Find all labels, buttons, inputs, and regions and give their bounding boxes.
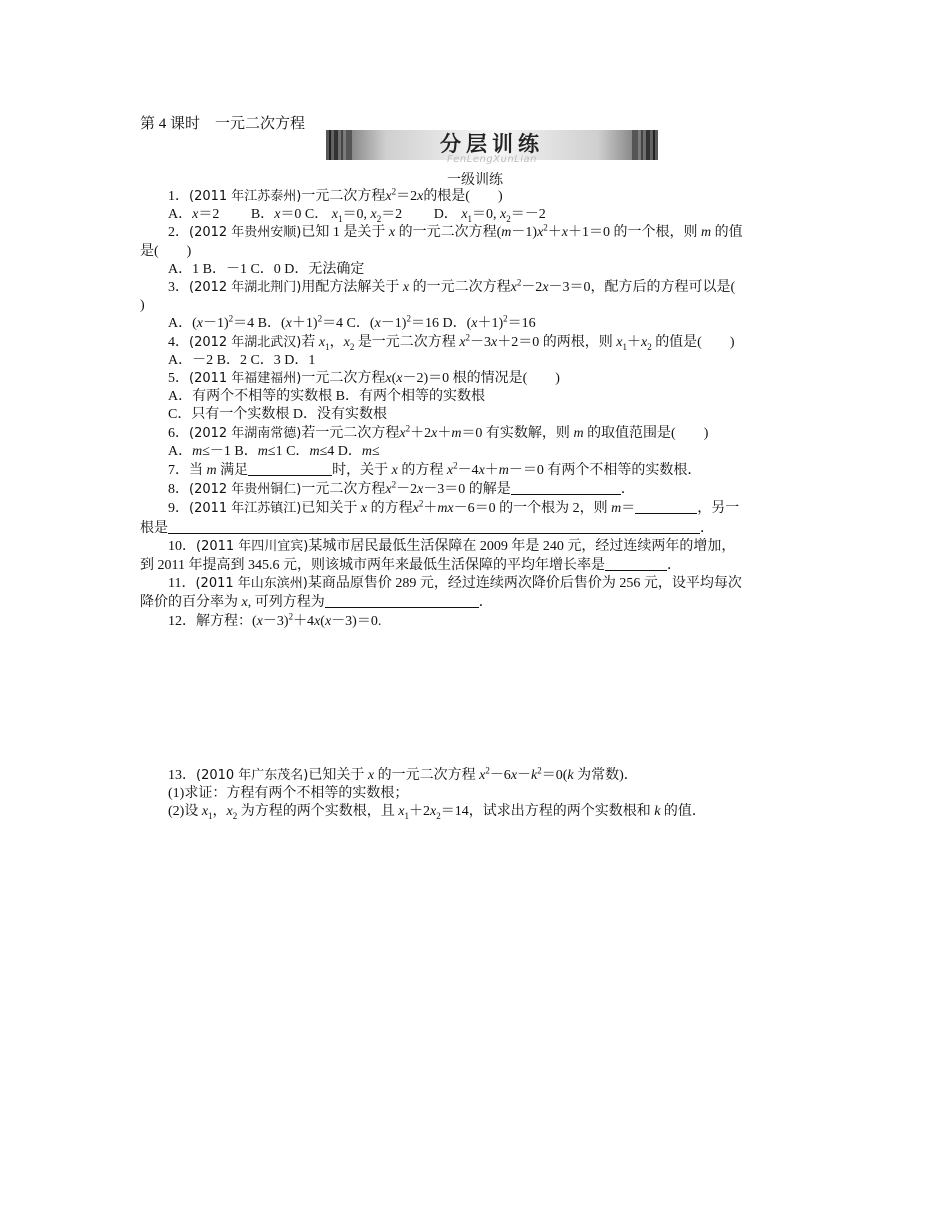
answer-blank-10[interactable] — [605, 556, 667, 571]
question-9: 9．(2011 年江苏镇江)已知关于 x 的方程$x^2+mx-6=0$ 的一个根为 2，则 m＝ ，另一 — [168, 498, 740, 517]
answer-space-12 — [140, 631, 808, 767]
answer-blank-11[interactable] — [325, 593, 479, 608]
question-2-options: A．1 B．－1 C．0 D．无法确定 — [168, 261, 365, 277]
question-11-cont: 降价的百分率为 x, 可列方程为 ． — [140, 595, 493, 611]
section-title: 一级训练 — [447, 173, 503, 188]
question-3-cont: ) — [140, 298, 145, 314]
question-12: 12．解方程：$(x-3)^2+4x(x-3)=0$. — [168, 611, 382, 629]
question-13-part-1: (1)求证：方程有两个不相等的实数根； — [168, 786, 409, 802]
question-4-options: A．－2 B．2 C．3 D．1 — [168, 352, 316, 368]
question-10-cont: 到 2011 年提高到 345.6 元，则该城市两年来最低生活保障的平均年增长率是 ． — [140, 558, 681, 574]
answer-blank-9b[interactable] — [168, 519, 700, 534]
answer-blank-8[interactable] — [511, 480, 621, 495]
question-3: 3．(2012 年湖北荆门)用配方法解关于 x 的一元二次方程$x^2-2x-3=0$，配方后的方程可以是( — [168, 277, 736, 296]
question-10: 10．(2011 年四川宜宾)某城市居民最低生活保障在 2009 年是 240 元，经过连续两年的增加， — [168, 538, 736, 554]
question-13-part-2: (2)设 $x_1$，$x_2$ 为方程的两个实数根，且 $x_1+2x_2=14$，试求出方程的两个实数根和 k 的值． — [168, 804, 706, 822]
lesson-title: 第 4 课时 一元二次方程 — [140, 116, 306, 132]
question-1-options: A．x＝2 B．x＝0 C． $x_1=0$, $x_2=2$ D． $x_1=0$, $x_2=-2$ — [168, 207, 546, 224]
question-1: 1．(2011 年江苏泰州)一元二次方程$x^2=2x$的根是( ) — [168, 186, 503, 204]
question-7: 7．当 m 满足 时，关于 x 的方程 $x^2-4x+m-=0$ 有两个不相等的实数根． — [168, 460, 702, 479]
question-2: 2．(2012 年贵州安顺)已知 1 是关于 x 的一元二次方程$(m-1)x^2+x+1=0$ 的一个根，则 m 的值 — [168, 222, 743, 241]
banner-title: 分层训练 — [440, 132, 544, 156]
answer-blank-9a[interactable] — [635, 499, 697, 514]
answer-blank-7[interactable] — [248, 461, 332, 476]
banner-pinyin: FenLengXunLian — [447, 154, 537, 165]
question-2-cont: 是( ) — [140, 243, 192, 259]
question-5: 5．(2011 年福建福州)一元二次方程x(x－2)＝0 根的情况是( ) — [168, 371, 560, 387]
question-3-options: A．$(x-1)^2=4$ B．$(x+1)^2=4$ C．$(x-1)^2=16$ D．$(x+1)^2=16$ — [168, 313, 536, 332]
question-8: 8．(2012 年贵州铜仁)一元二次方程$x^2-2x-3=0$ 的解是 ． — [168, 479, 635, 498]
question-list — [140, 188, 808, 821]
question-11: 11．(2011 年山东滨州)某商品原售价 289 元，经过连续两次降价后售价为 256 元，设平均每次 — [168, 576, 742, 592]
question-6-options: A．m≤－1 B．m≤1 C．m≤4 D．m≤ — [168, 443, 380, 459]
question-5-options-cd: C．只有一个实数根 D．没有实数根 — [168, 407, 387, 423]
question-9-cont: 根是 ． — [140, 520, 714, 536]
question-5-options-ab: A．有两个不相等的实数根 B．有两个相等的实数根 — [168, 389, 485, 405]
question-4: 4．(2012 年湖北武汉)若 $x_1$，$x_2$ 是一元二次方程 $x^2-3x+2=0$ 的两根，则 $x_1+x_2$ 的值是( ) — [168, 331, 735, 352]
section-banner — [326, 126, 658, 164]
question-13: 13．(2010 年广东茂名)已知关于 x 的一元二次方程 $x^2-6x-k^2=0(k$ 为常数)． — [168, 765, 638, 783]
question-6: 6．(2012 年湖南常德)若一元二次方程$x^2+2x+m=0$ 有实数解，则 m 的取值范围是( ) — [168, 422, 709, 441]
